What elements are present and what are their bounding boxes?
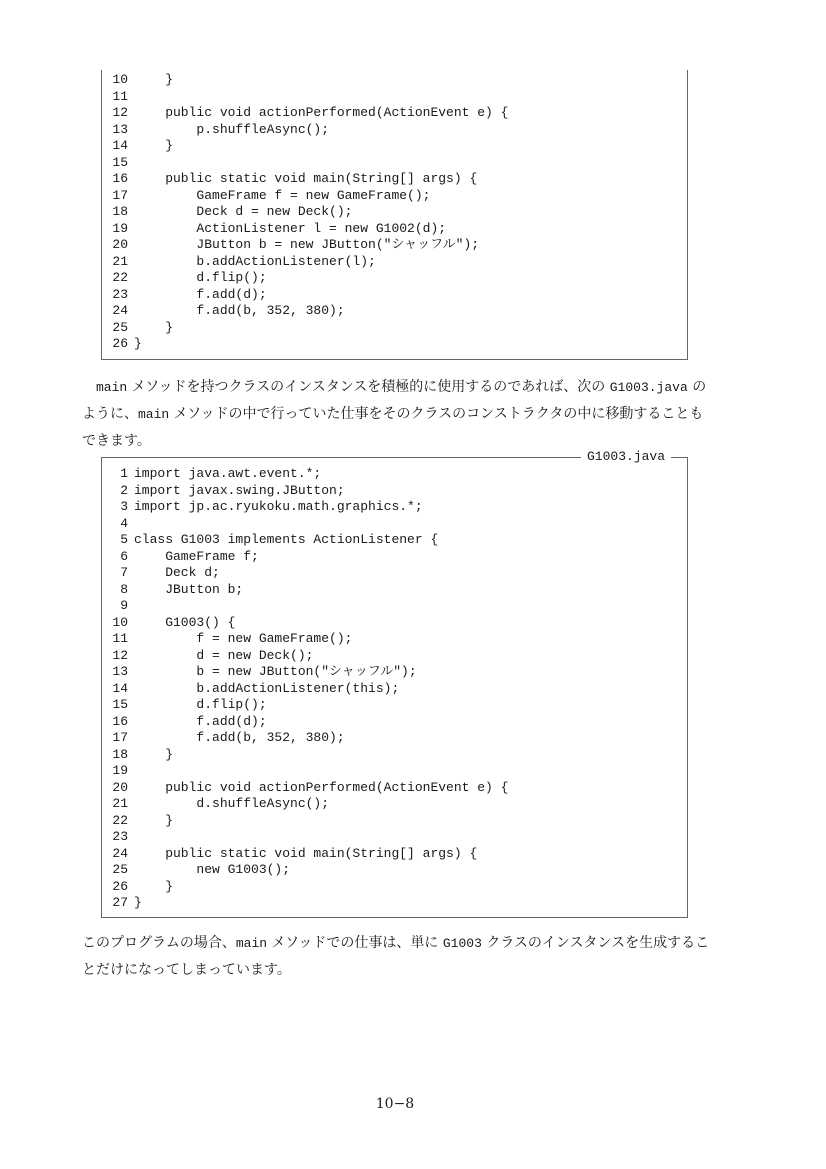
code-line	[102, 747, 687, 764]
code-line	[102, 466, 687, 483]
line-number: 4	[120, 515, 128, 531]
line-number: 22	[112, 812, 128, 828]
listing-title: G1003.java	[581, 449, 671, 465]
code-text: import jp.ac.ryukoku.math.graphics.*;	[134, 499, 423, 514]
inline-code: main	[96, 380, 128, 395]
line-number: 20	[112, 779, 128, 795]
code-text: import javax.swing.JButton;	[134, 482, 345, 498]
line-number: 12	[112, 105, 128, 120]
code-text: class G1003 implements ActionListener {	[134, 532, 439, 547]
code-text: f.add(d);	[134, 713, 267, 729]
line-number: 25	[112, 319, 128, 335]
code-line	[102, 829, 687, 846]
code-line	[102, 138, 687, 155]
code-line	[102, 714, 687, 731]
line-number: 10	[112, 72, 128, 87]
code-line	[102, 122, 687, 139]
code-text: f = new GameFrame();	[134, 631, 353, 646]
line-number: 24	[112, 845, 128, 861]
code-line	[102, 171, 687, 188]
line-number: 19	[112, 763, 128, 778]
line-number: 13	[112, 664, 128, 679]
code-line	[102, 846, 687, 863]
line-number: 23	[112, 286, 128, 302]
code-line	[102, 254, 687, 271]
code-line	[102, 565, 687, 582]
code-line	[102, 287, 687, 304]
code-text: }	[134, 812, 174, 828]
line-number: 26	[112, 336, 128, 351]
line-number: 8	[120, 581, 128, 597]
code-text: d.flip();	[134, 270, 267, 285]
code-line	[102, 615, 687, 632]
code-text: Deck d;	[134, 565, 220, 580]
code-line	[102, 648, 687, 665]
code-lines	[102, 72, 687, 353]
code-line	[102, 105, 687, 122]
code-line	[102, 270, 687, 287]
code-line	[102, 549, 687, 566]
code-listing-continued	[101, 70, 688, 360]
paragraph-text: のように、	[82, 379, 707, 422]
code-text: d = new Deck();	[134, 647, 314, 663]
code-text: public void actionPerformed(ActionEvent e) {	[134, 105, 509, 120]
code-text: ActionListener l = new G1002(d);	[134, 220, 447, 236]
line-number: 22	[112, 270, 128, 285]
code-text: }	[134, 895, 142, 910]
line-number: 27	[112, 895, 128, 910]
paragraph-text: このプログラムの場合、	[82, 935, 236, 951]
paragraph-main-summary	[82, 930, 712, 984]
code-text: JButton b;	[134, 581, 244, 597]
code-text: new G1003();	[134, 862, 291, 877]
code-text: import java.awt.event.*;	[134, 466, 322, 481]
line-number: 15	[112, 697, 128, 712]
code-lines	[102, 466, 687, 912]
code-line	[102, 664, 687, 681]
code-line	[102, 516, 687, 533]
paragraph-text: メソッドでの仕事は、単に	[267, 935, 443, 951]
inline-code: G1003	[442, 936, 482, 951]
line-number: 16	[112, 171, 128, 186]
line-number: 23	[112, 829, 128, 844]
line-number: 18	[112, 204, 128, 219]
line-number: 21	[112, 796, 128, 811]
line-number: 9	[120, 598, 128, 613]
code-line	[102, 320, 687, 337]
code-line	[102, 532, 687, 549]
code-line	[102, 780, 687, 797]
code-line	[102, 763, 687, 780]
line-number: 20	[112, 237, 128, 252]
code-line	[102, 89, 687, 106]
code-line	[102, 188, 687, 205]
line-number: 24	[112, 303, 128, 318]
code-line	[102, 813, 687, 830]
code-text: f.add(b, 352, 380);	[134, 303, 345, 318]
inline-code: main	[138, 407, 170, 422]
line-number: 16	[112, 713, 128, 729]
code-text: }	[134, 319, 174, 335]
code-text: }	[134, 336, 142, 351]
code-text: }	[134, 746, 174, 762]
code-line	[102, 155, 687, 172]
code-line	[102, 237, 687, 254]
paragraph-text: クラスのインスタンスを生成することだけになってしまっています。	[82, 935, 710, 978]
code-text: public static void main(String[] args) {	[134, 171, 478, 186]
code-text: GameFrame f = new GameFrame();	[134, 187, 431, 203]
line-number: 2	[120, 482, 128, 498]
line-number: 17	[112, 187, 128, 203]
code-line	[102, 681, 687, 698]
line-number: 17	[112, 730, 128, 745]
code-text: b.addActionListener(l);	[134, 253, 376, 269]
code-text: JButton b = new JButton("シャッフル");	[134, 237, 480, 252]
line-number: 6	[120, 548, 128, 564]
code-listing-g1003	[101, 449, 688, 918]
code-text: p.shuffleAsync();	[134, 121, 330, 137]
code-text: f.add(b, 352, 380);	[134, 730, 345, 745]
line-number: 13	[112, 121, 128, 137]
paragraph-text: メソッドの中で行っていた仕事をそのクラスのコンストラクタの中に移動することもできます。	[82, 406, 704, 449]
code-line	[102, 879, 687, 896]
code-line	[102, 483, 687, 500]
code-line	[102, 862, 687, 879]
code-text: b.addActionListener(this);	[134, 680, 400, 696]
code-line	[102, 697, 687, 714]
line-number: 19	[112, 220, 128, 236]
line-number: 11	[112, 88, 128, 104]
code-text: public static void main(String[] args) {	[134, 845, 478, 861]
code-line	[102, 730, 687, 747]
code-line	[102, 204, 687, 221]
code-line	[102, 796, 687, 813]
line-number: 5	[120, 532, 128, 547]
code-line	[102, 598, 687, 615]
code-text: public void actionPerformed(ActionEvent e) {	[134, 779, 509, 795]
code-text: G1003() {	[134, 614, 236, 630]
code-text: b = new JButton("シャッフル");	[134, 664, 417, 679]
code-text: }	[134, 138, 174, 153]
paragraph-constructor-explanation	[82, 374, 712, 455]
code-text: d.shuffleAsync();	[134, 796, 330, 811]
code-line	[102, 221, 687, 238]
code-text: }	[134, 878, 174, 894]
code-line	[102, 582, 687, 599]
line-number: 1	[120, 466, 128, 481]
line-number: 21	[112, 253, 128, 269]
code-line	[102, 499, 687, 516]
line-number: 10	[112, 614, 128, 630]
inline-code: G1003.java	[609, 380, 688, 395]
line-number: 14	[112, 138, 128, 153]
line-number: 11	[112, 631, 128, 646]
line-number: 3	[120, 499, 128, 514]
page-number: 10−8	[375, 1096, 415, 1112]
code-text: GameFrame f;	[134, 548, 259, 564]
line-number: 7	[120, 565, 128, 580]
code-line	[102, 895, 687, 912]
code-text: f.add(d);	[134, 286, 267, 302]
line-number: 15	[112, 154, 128, 170]
code-line	[102, 303, 687, 320]
code-line	[102, 631, 687, 648]
paragraph-text: メソッドを持つクラスのインスタンスを積極的に使用するのであれば、次の	[127, 379, 610, 395]
line-number: 18	[112, 746, 128, 762]
line-number: 12	[112, 647, 128, 663]
code-text: Deck d = new Deck();	[134, 204, 353, 219]
code-text: d.flip();	[134, 697, 267, 712]
code-line	[102, 72, 687, 89]
code-line	[102, 336, 687, 353]
line-number: 26	[112, 878, 128, 894]
line-number: 25	[112, 862, 128, 877]
inline-code: main	[235, 936, 268, 951]
code-text: }	[134, 72, 174, 87]
line-number: 14	[112, 680, 128, 696]
